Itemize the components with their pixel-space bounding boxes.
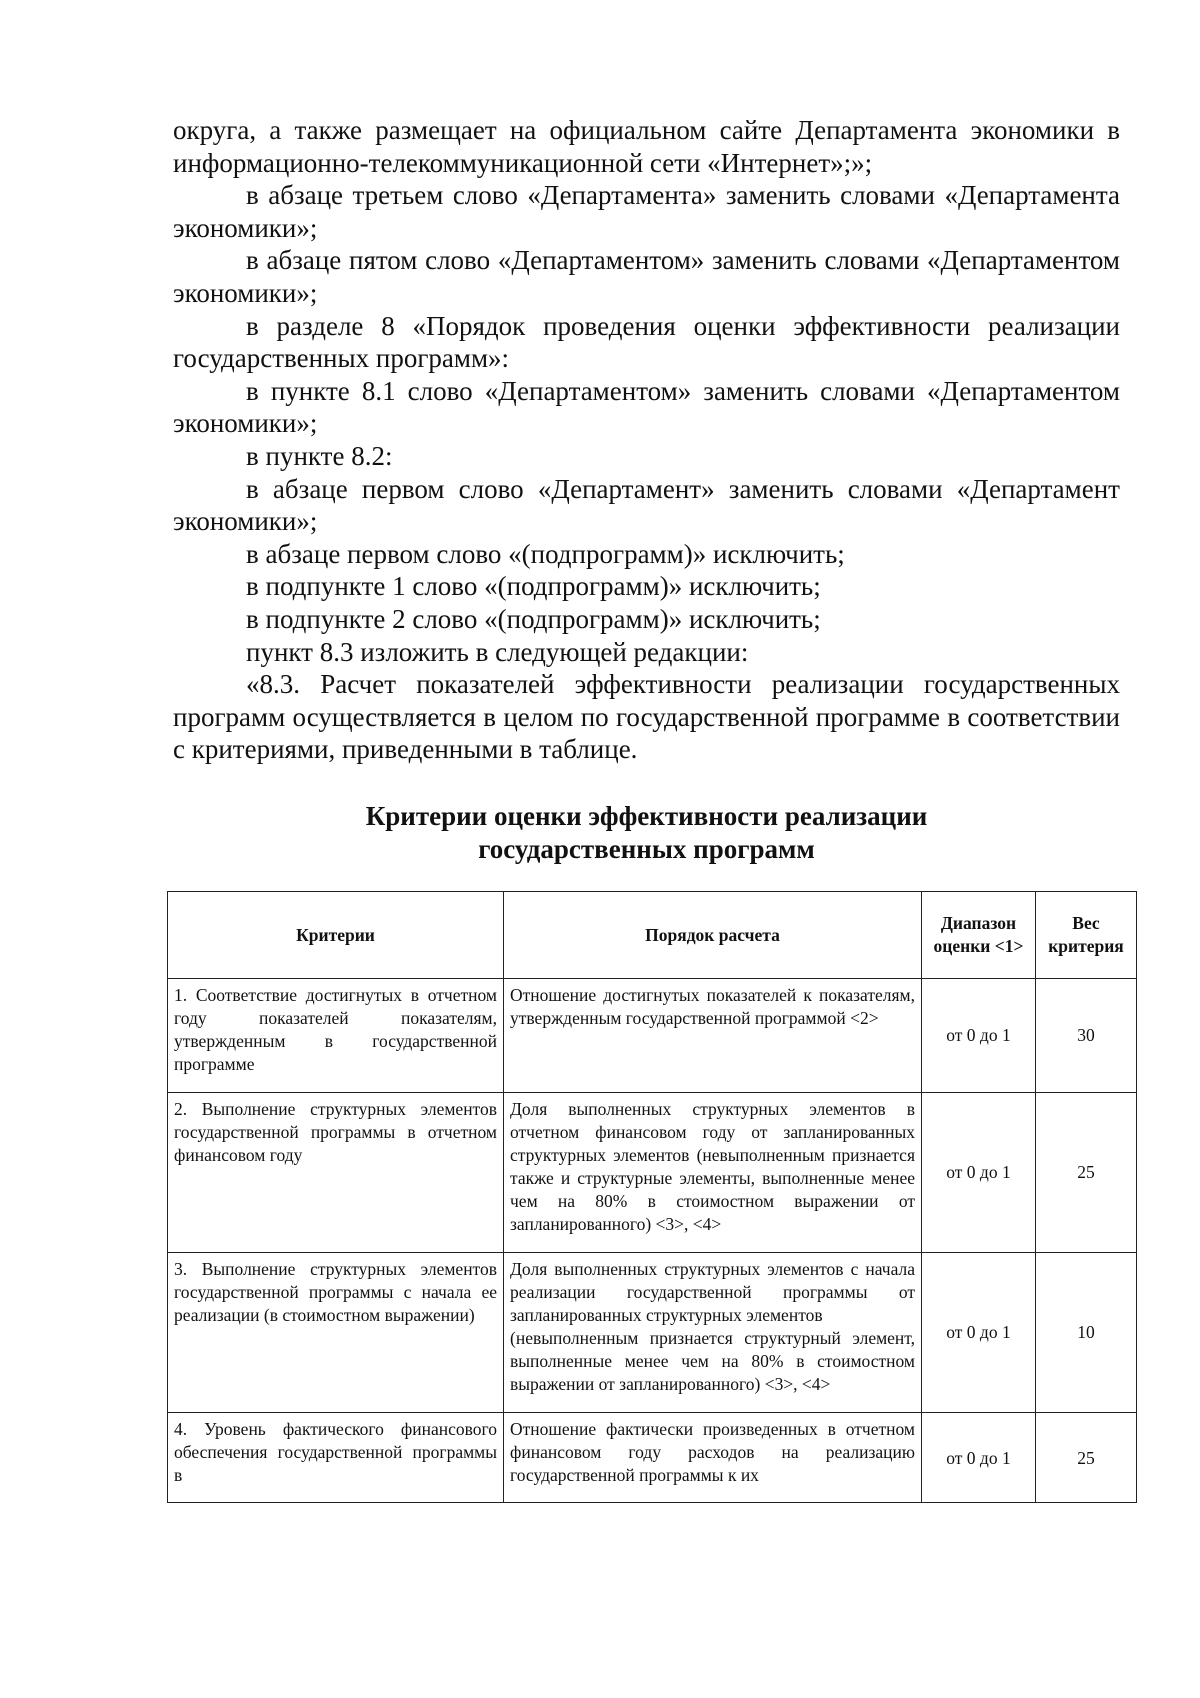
cell-calculation (504, 979, 922, 1093)
paragraph-amendment: в абзаце третьем слово «Департамента» заменить словами «Департамента экономики»; (173, 180, 1120, 243)
header-weight: Вес критерия (1036, 892, 1137, 979)
cell-weight: 25 (1036, 1093, 1137, 1253)
calculation-text: Отношение достигнутых показателей к показателям, утвержденным государственной программой <2> (510, 985, 915, 1028)
cell-range: от 0 до 1 (922, 1413, 1036, 1503)
paragraph-amendment: в подпункте 1 слово «(подпрограмм)» исключить; (246, 571, 821, 602)
cell-range: от 0 до 1 (922, 979, 1036, 1093)
table-row (168, 979, 1137, 1093)
cell-criteria: 2. Выполнение структурных элементов государственной программы в отчетном финансовом году (168, 1093, 504, 1253)
paragraph-continuation: округа, а также размещает на официальном сайте Департамента экономики в информационно-телекоммуникационной сети «Интернет»;»; (173, 115, 1120, 178)
table-title-line: государственных программ (478, 834, 815, 864)
calculation-note: (невыполненным признается структурный элемент, выполненные менее чем на 80% в стоимостном выражении от запланированного) <3>, <4> (510, 1328, 915, 1394)
cell-calculation (504, 1413, 922, 1503)
cell-calculation (504, 1253, 922, 1413)
paragraph-amendment: пункт 8.3 изложить в следующей редакции: (246, 636, 749, 667)
cell-range: от 0 до 1 (922, 1253, 1036, 1413)
header-calculation: Порядок расчета (504, 892, 922, 979)
paragraph-amendment: в пункте 8.2: (246, 440, 393, 471)
cell-criteria: 1. Соответствие достигнутых в отчетном году показателей показателям, утвержденным в государственной программе (168, 979, 504, 1093)
table-title-line: Критерии оценки эффективности реализации (365, 801, 928, 831)
calculation-text: Отношение фактически произведенных в отчетном финансовом году расходов на реализацию государственной программы к их (510, 1419, 915, 1485)
table-row (168, 1253, 1137, 1413)
cell-range: от 0 до 1 (922, 1093, 1036, 1253)
cell-weight: 30 (1036, 979, 1137, 1093)
table-title (173, 800, 1120, 866)
header-range: Диапазон оценки <1> (922, 892, 1036, 979)
paragraph-amendment: в абзаце первом слово «Департамент» заменить словами «Департамент экономики»; (173, 473, 1120, 537)
paragraph-amendment: в разделе 8 «Порядок проведения оценки эффективности реализации государственных программ»: (173, 310, 1120, 374)
table-row (168, 1093, 1137, 1253)
cell-criteria: 3. Выполнение структурных элементов государственной программы с начала ее реализации (в стоимостном выражении) (168, 1253, 504, 1413)
cell-weight: 25 (1036, 1413, 1137, 1503)
paragraph-amendment: в абзаце первом слово «(подпрограмм)» исключить; (246, 538, 845, 569)
paragraph-amendment: в абзаце пятом слово «Департаментом» заменить словами «Департаментом экономики»; (173, 245, 1120, 308)
table-header-row (168, 892, 1137, 979)
criteria-table (167, 891, 1137, 1503)
paragraph-amendment: в пункте 8.1 слово «Департаментом» заменить словами «Департаментом экономики»; (173, 375, 1120, 439)
calculation-text: Доля выполненных структурных элементов в отчетном финансовом году от запланированных структурных элементов (невыполненным признается также и структурные элементы, выполненные менее чем на 80% в стоимостном выражении от запланированного) <3>, <4> (510, 1099, 915, 1234)
paragraph-amendment: в подпункте 2 слово «(подпрограмм)» исключить; (246, 603, 821, 634)
cell-weight: 10 (1036, 1253, 1137, 1413)
paragraph-amendment: «8.3. Расчет показателей эффективности реализации государственных программ осуществляется в целом по государственной программе в соответствии с критериями, приведенными в таблице. (173, 669, 1120, 765)
body-text (173, 114, 1120, 766)
cell-calculation (504, 1093, 922, 1253)
cell-criteria: 4. Уровень фактического финансового обеспечения государственной программы в (168, 1413, 504, 1503)
table-row (168, 1413, 1137, 1503)
header-criteria: Критерии (168, 892, 504, 979)
calculation-text: Доля выполненных структурных элементов с начала реализации государственной программы от запланированных структурных элементов (510, 1259, 915, 1325)
